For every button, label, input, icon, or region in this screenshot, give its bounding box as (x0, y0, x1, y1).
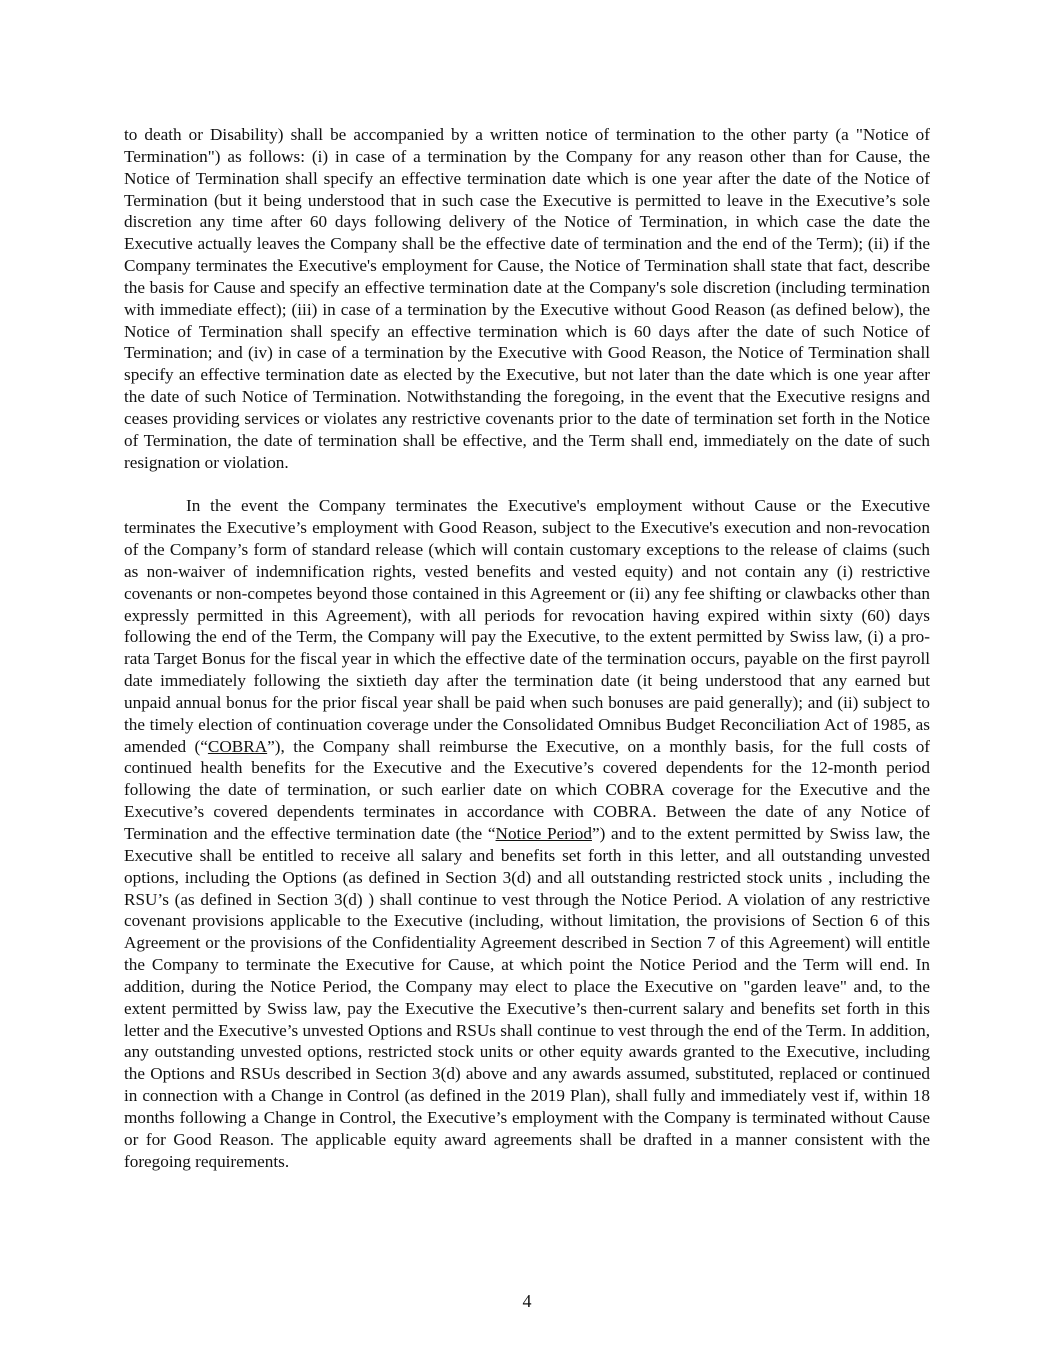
document-body (124, 124, 930, 1173)
paragraph-text-part-3: ”) and to the extent permitted by Swiss law, the Executive shall be entitled to receive all salary and benefits set forth in this letter, and all outstanding unvested options, including the Options (as defined in Section 3(d) and all outstanding restricted stock units , including the RSU’s (as defined in Section 3(d) ) shall continue to vest through the Notice Period. A violation of any restrictive covenant provisions applicable to the Executive (including, without limitation, the provisions of Section 6 of this Agreement or the provisions of the Confidentiality Agreement described in Section 7 of this Agreement) will entitle the Company to terminate the Executive for Cause, at which point the Notice Period and the Term will end. In addition, during the Notice Period, the Company may elect to place the Executive on "garden leave" and, to the extent permitted by Swiss law, pay the Executive the Executive’s then-current salary and benefits set forth in this letter and the Executive’s unvested Options and RSUs shall continue to vest through the end of the Term. In addition, any outstanding unvested options, restricted stock units or other equity awards granted to the Executive, including the Options and RSUs described in Section 3(d) above and any awards assumed, substituted, replaced or continued in connection with a Change in Control (as defined in the 2019 Plan), shall fully and immediately vest if, within 18 months following a Change in Control, the Executive’s employment with the Company is terminated without Cause or for Good Reason. The applicable equity award agreements shall be drafted in a manner consistent with the foregoing requirements. (124, 824, 930, 1171)
defined-term-notice-period: Notice Period (495, 824, 592, 843)
paragraph-notice-of-termination: to death or Disability) shall be accompanied by a written notice of termination to the other party (a "Notice of Termination") as follows: (i) in case of a termination by the Company for any reason other than for Cause, the Notice of Termination shall specify an effective termination date which is one year after the date of the Notice of Termination (but it being understood that in such case the Executive is permitted to leave in the Executive’s sole discretion any time after 60 days following delivery of the Notice of Termination, in which case the date the Executive actually leaves the Company shall be the effective date of termination and the end of the Term); (ii) if the Company terminates the Executive's employment for Cause, the Notice of Termination shall state that fact, describe the basis for Cause and specify an effective termination date at the Company's sole discretion (including termination with immediate effect); (iii) in case of a termination by the Executive without Good Reason (as defined below), the Notice of Termination shall specify an effective termination which is 60 days after the date of such Notice of Termination; and (iv) in case of a termination by the Executive with Good Reason, the Notice of Termination shall specify an effective termination date as elected by the Executive, but not later than the date which is one year after the date of such Notice of Termination. Notwithstanding the foregoing, in the event that the Executive resigns and ceases providing services or violates any restrictive covenants prior to the date of termination set forth in the Notice of Termination, the date of termination shall be effective, and the Term shall end, immediately on the date of such resignation or violation. (124, 125, 930, 472)
paragraph-text-part-1: In the event the Company terminates the Executive's employment without Cause or the Executive terminates the Executive’s employment with Good Reason, subject to the Executive's execution and non-revocation of the Company’s form of standard release (which will contain customary exceptions to the release of claims (such as non-waiver of indemnification rights, vested benefits and vested equity) and not contain any (i) restrictive covenants or non-competes beyond those contained in this Agreement or (ii) any fee shifting or clawbacks other than expressly permitted in this Agreement), with all periods for revocation having expired within sixty (60) days following the end of the Term, the Company will pay the Executive, to the extent permitted by Swiss law, (i) a pro-rata Target Bonus for the fiscal year in which the effective date of the termination occurs, payable on the first payroll date immediately following the sixtieth day after the termination date (it being understood that any earned but unpaid annual bonus for the prior fiscal year shall be paid when such bonuses are paid generally); and (ii) subject to the timely election of continuation coverage under the Consolidated Omnibus Budget Reconciliation Act of 1985, as amended (“ (124, 496, 930, 756)
paragraph-text-part-2: ”), the Company shall reimburse the Executive, on a monthly basis, for the full costs of continued health benefits for the Executive and the Executive’s covered dependents for the 12-month period following the date of termination, or such earlier date on which COBRA coverage for the Executive and the Executive’s covered dependents terminates in accordance with COBRA. Between the date of any Notice of Termination and the effective termination date (the “ (124, 736, 931, 843)
page-number: 4 (522, 1291, 532, 1311)
paragraph-termination-without-cause (124, 495, 930, 1172)
defined-term-cobra: COBRA (207, 736, 268, 756)
